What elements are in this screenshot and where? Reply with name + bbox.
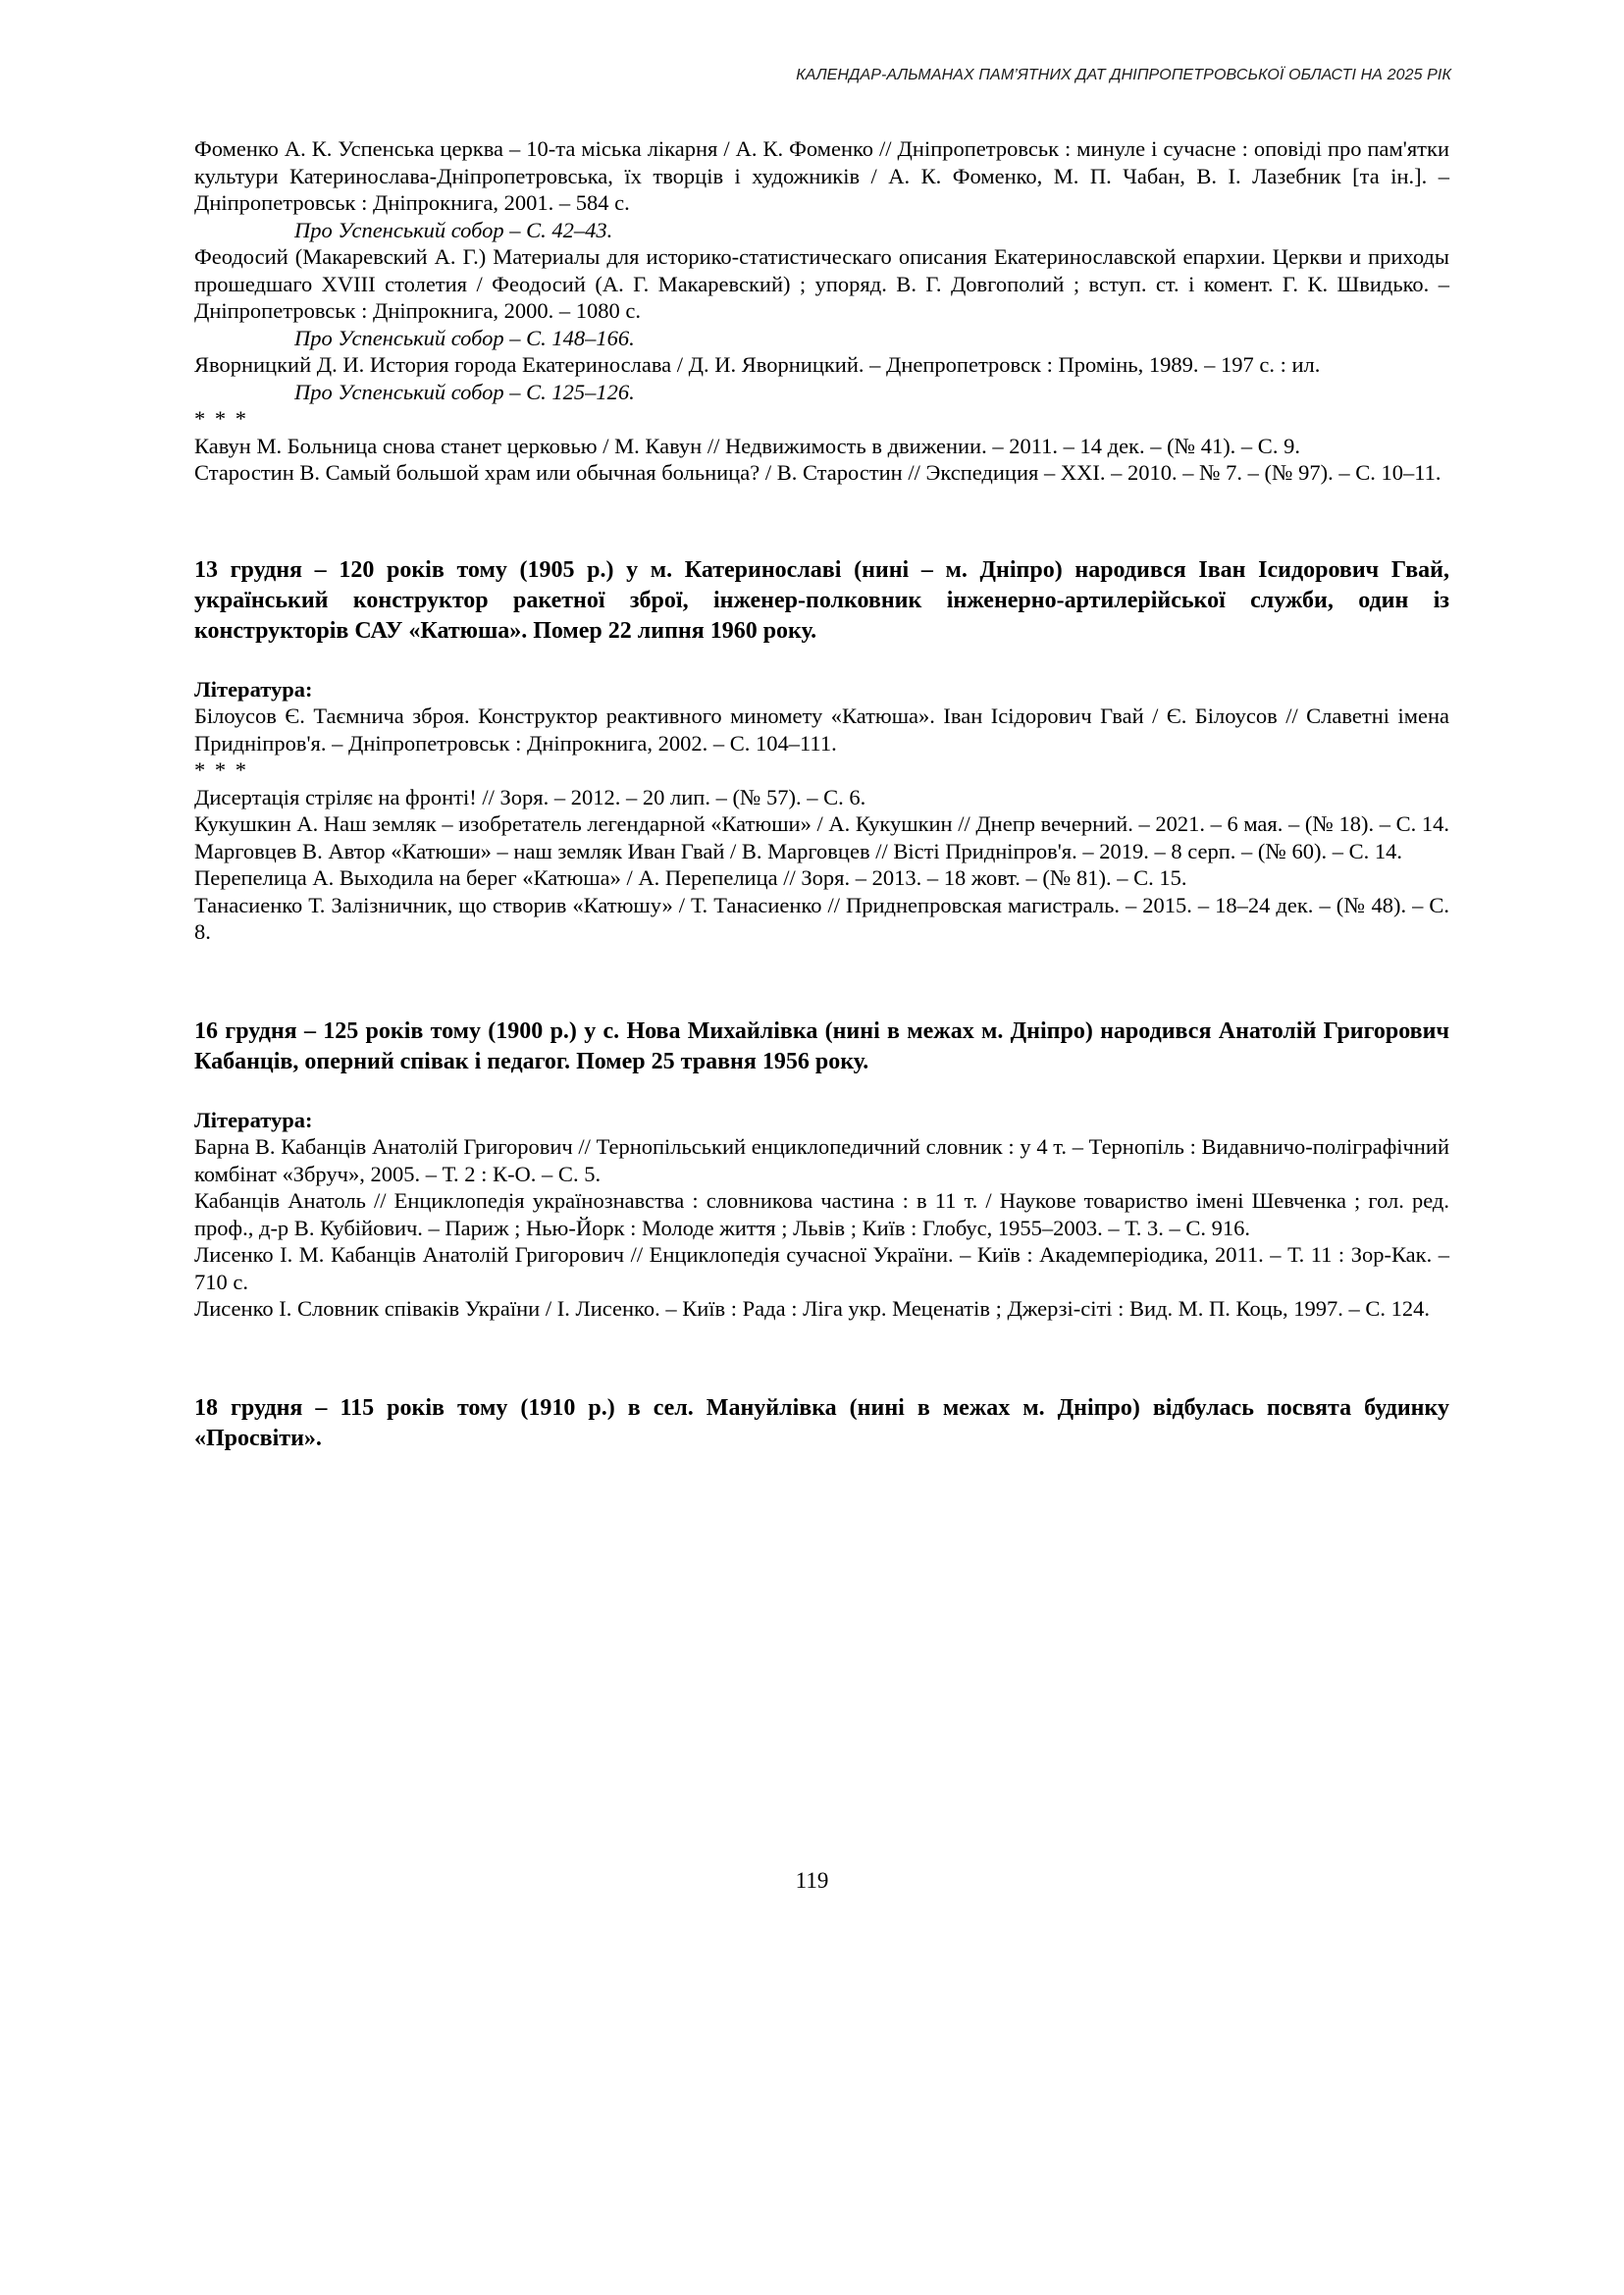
separator-stars: * * * <box>194 406 248 431</box>
literature-label: Література: <box>194 676 313 702</box>
separator-stars: * * * <box>194 757 248 782</box>
literature-label: Література: <box>194 1107 313 1132</box>
bib-entry: Марговцев В. Автор «Катюши» – наш земляк Иван Гвай / В. Марговцев // Вісті Придніпров'я. – 2019. – 8 серп. – (№ 60). – С. 14. <box>194 838 1402 863</box>
running-header: КАЛЕНДАР-АЛЬМАНАХ ПАМ’ЯТНИХ ДАТ ДНІПРОПЕТРОВСЬКОЇ ОБЛАСТІ НА 2025 РІК <box>796 67 1451 83</box>
bib-entry: Лисенко І. М. Кабанців Анатолій Григорович // Енциклопедія сучасної України. – Київ : Академперіодика, 2011. – Т. 11 : Зор-Как. – 710 с. <box>194 1242 1449 1294</box>
bib-entry: Білоусов Є. Таємнича зброя. Конструктор реактивного миномету «Катюша». Іван Ісідорович Гвай / Є. Білоусов // Славетні імена Придніпров'я. – Дніпропетровськ : Дніпрокнига, 2002. – С. 104–111. <box>194 704 1449 756</box>
bib-entry: Кабанців Анатоль // Енциклопедія українознавства : словникова частина : в 11 т. / Наукове товариство імені Шевченка ; гол. ред. проф., д-р В. Кубійович. – Париж ; Нью-Йорк : Молоде життя ; Львів ; Київ : Глобус, 1955–2003. – Т. 3. – С. 916. <box>194 1188 1449 1240</box>
bib-entry: Яворницкий Д. И. История города Екатеринослава / Д. И. Яворницкий. – Днепропетровск : Промінь, 1989. – 197 с. : ил. <box>194 352 1321 377</box>
bib-entry: Перепелица А. Выходила на берег «Катюша» / А. Перепелица // Зоря. – 2013. – 18 жовт. – (№ 81). – С. 15. <box>194 865 1187 890</box>
bib-entry: Феодосий (Макаревский А. Г.) Материалы для историко-статистическаго описания Екатеринославской епархии. Церкви и приходы прошедшаго XVIII столетия / Феодосий (А. Г. Макаревский) ; упоряд. В. Г. Довгополий ; вступ. ст. і комент. Г. К. Швидько. – Дніпропетровськ : Дніпрокнига, 2000. – 1080 с. <box>194 244 1449 323</box>
event-heading-kabantsiv: 16 грудня – 125 років тому (1900 р.) у с. Нова Михайлівка (нині в межах м. Дніпро) народився Анатолій Григорович Кабанців, оперний співак і педагог. Помер 25 травня 1956 року. <box>194 1017 1449 1074</box>
event-heading-gvai: 13 грудня – 120 років тому (1905 р.) у м. Катеринославі (нині – м. Дніпро) народився Іван Ісидорович Гвай, український конструктор ракетної зброї, інженер-полковник інженерно-артилерійської служби, один із конструкторів САУ «Катюша». Помер 22 липня 1960 року. <box>194 556 1449 644</box>
bib-entry: Фоменко А. К. Успенська церква – 10-та міська лікарня / А. К. Фоменко // Дніпропетровськ : минуле і сучасне : оповіді про пам'ятки культури Катеринослава-Дніпропетровська, їх творців і художників / А. К. Фоменко, М. П. Чабан, В. І. Лазебник [та ін.]. – Дніпропетровськ : Дніпрокнига, 2001. – 584 с. <box>194 136 1449 215</box>
bib-entry: Кукушкин А. Наш земляк – изобретатель легендарной «Катюши» / А. Кукушкин // Днепр вечерний. – 2021. – 6 мая. – (№ 18). – С. 14. <box>194 811 1449 836</box>
bib-entry: Старостин В. Самый большой храм или обычная больница? / В. Старостин // Экспедиция – XXI. – 2010. – № 7. – (№ 97). – С. 10–11. <box>194 460 1441 485</box>
bib-entry: Барна В. Кабанців Анатолій Григорович // Тернопільський енциклопедичний словник : у 4 т. – Тернопіль : Видавничо-поліграфічний комбінат «Збруч», 2005. – Т. 2 : К-О. – С. 5. <box>194 1134 1449 1186</box>
bib-entry: Лисенко І. Словник співаків України / І. Лисенко. – Київ : Рада : Ліга укр. Меценатів ; Джерзі-сіті : Вид. М. П. Коць, 1997. – С. 124. <box>194 1296 1431 1321</box>
bib-entry: Танасиенко Т. Залізничник, що створив «Катюшу» / Т. Танасиенко // Приднепровская магистраль. – 2015. – 18–24 дек. – (№ 48). – С. 8. <box>194 892 1449 944</box>
bib-note: Про Успенський собор – С. 148–166. <box>294 325 635 350</box>
page-content <box>194 135 1449 1454</box>
page-number: 119 <box>795 1868 829 1893</box>
bib-note: Про Успенський собор – С. 125–126. <box>294 379 635 404</box>
event-heading-prosvita: 18 грудня – 115 років тому (1910 р.) в сел. Мануйлівка (нині в межах м. Дніпро) відбулась посвята будинку «Просвіти». <box>194 1394 1449 1451</box>
bib-entry: Кавун М. Больница снова станет церковью / М. Кавун // Недвижимость в движении. – 2011. – 14 дек. – (№ 41). – С. 9. <box>194 433 1300 458</box>
bib-note: Про Успенський собор – С. 42–43. <box>294 217 613 242</box>
bib-entry: Дисертація стріляє на фронті! // Зоря. – 2012. – 20 лип. – (№ 57). – С. 6. <box>194 784 866 809</box>
